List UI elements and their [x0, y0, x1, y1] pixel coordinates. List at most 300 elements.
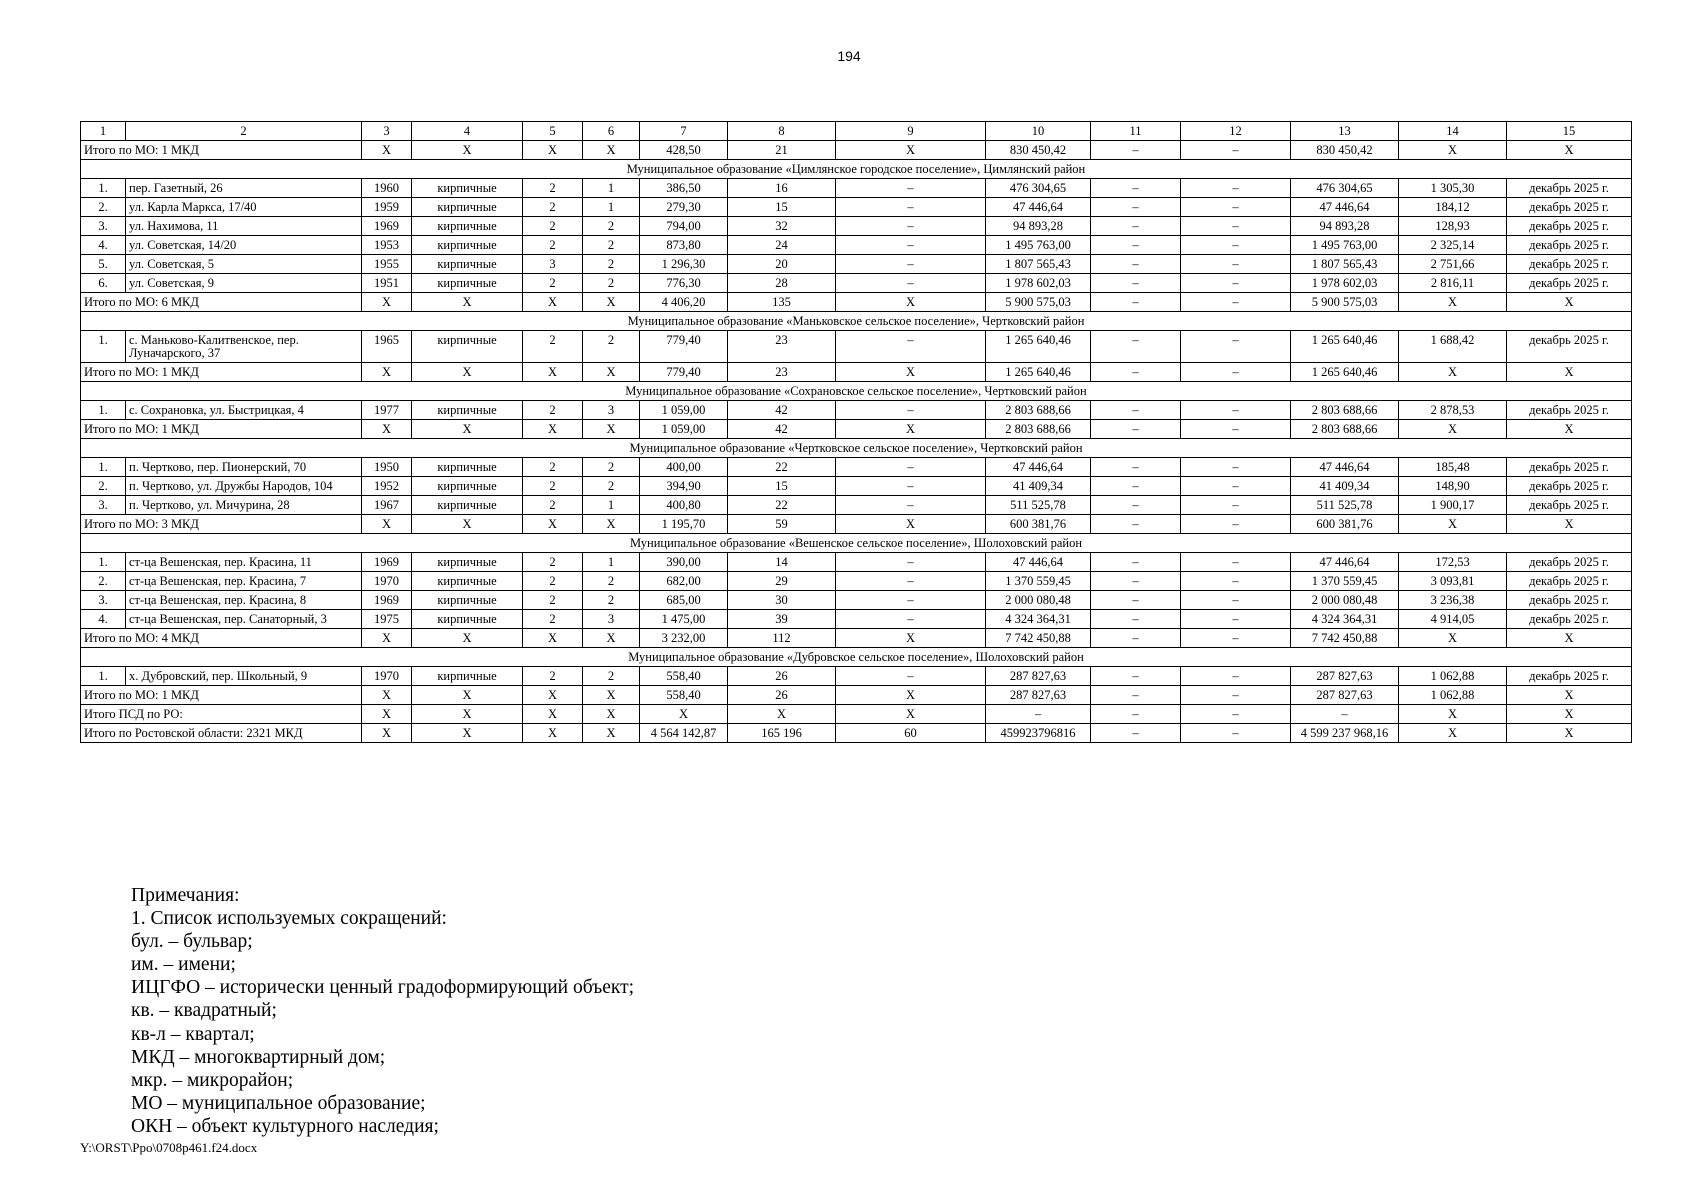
- table-cell: Итого по МО: 1 МКД: [81, 141, 362, 160]
- table-cell: Х: [1507, 724, 1632, 743]
- table-row: [81, 217, 1632, 236]
- table-cell: 1 495 763,00: [1291, 236, 1399, 255]
- table-cell: 23: [728, 331, 836, 363]
- table-cell: –: [836, 553, 986, 572]
- table-cell: 1969: [362, 591, 412, 610]
- table-cell: ст-ца Вешенская, пер. Санаторный, 3: [126, 610, 362, 629]
- table-cell: кирпичные: [412, 331, 523, 363]
- table-cell: 1 475,00: [640, 610, 728, 629]
- table-cell: –: [1181, 610, 1291, 629]
- table-row: [81, 591, 1632, 610]
- table-cell: 279,30: [640, 198, 728, 217]
- table-cell: 1 195,70: [640, 515, 728, 534]
- table-cell: 1 900,17: [1399, 496, 1507, 515]
- table-cell: 1: [583, 496, 640, 515]
- table-cell: –: [1181, 236, 1291, 255]
- table-cell: 4 324 364,31: [986, 610, 1091, 629]
- table-cell: Муниципальное образование «Вешенское сельское поселение», Шолоховский район: [81, 534, 1632, 553]
- table-cell: 2: [583, 236, 640, 255]
- table-cell: 14: [1399, 122, 1507, 141]
- table-cell: Муниципальное образование «Цимлянское городское поселение», Цимлянский район: [81, 160, 1632, 179]
- table-cell: кирпичные: [412, 401, 523, 420]
- table-cell: 1.: [81, 667, 126, 686]
- table-cell: 1 296,30: [640, 255, 728, 274]
- table-cell: с. Сохрановка, ул. Быстрицкая, 4: [126, 401, 362, 420]
- total-row: [81, 705, 1632, 724]
- table-cell: Х: [640, 705, 728, 724]
- table-cell: Х: [1507, 686, 1632, 705]
- total-row: [81, 629, 1632, 648]
- footer-file-path: Y:\ORST\Ppo\0708p461.f24.docx: [80, 1140, 258, 1155]
- table-cell: 1: [81, 122, 126, 141]
- table-cell: 2 803 688,66: [1291, 420, 1399, 439]
- table-cell: кирпичные: [412, 458, 523, 477]
- table-cell: 1.: [81, 458, 126, 477]
- table-cell: Х: [523, 705, 583, 724]
- table-cell: 47 446,64: [1291, 553, 1399, 572]
- table-cell: 13: [1291, 122, 1399, 141]
- table-cell: Итого по МО: 1 МКД: [81, 686, 362, 705]
- table-cell: –: [1181, 363, 1291, 382]
- table-cell: 2 803 688,66: [986, 401, 1091, 420]
- table-cell: 1 265 640,46: [986, 331, 1091, 363]
- table-cell: 29: [728, 572, 836, 591]
- table-cell: 2: [523, 401, 583, 420]
- table-cell: 2 751,66: [1399, 255, 1507, 274]
- table-cell: –: [1181, 458, 1291, 477]
- table-cell: 2 803 688,66: [986, 420, 1091, 439]
- table-cell: –: [1091, 667, 1181, 686]
- table-row: [81, 401, 1632, 420]
- table-cell: 15: [1507, 122, 1632, 141]
- notes-line: МО – муниципальное образование;: [131, 1092, 426, 1114]
- table-cell: Х: [836, 705, 986, 724]
- table-cell: декабрь 2025 г.: [1507, 610, 1632, 629]
- table-cell: Итого по МО: 3 МКД: [81, 515, 362, 534]
- table-cell: Х: [412, 629, 523, 648]
- table-cell: кирпичные: [412, 591, 523, 610]
- table-cell: Х: [836, 686, 986, 705]
- table-cell: декабрь 2025 г.: [1507, 198, 1632, 217]
- table-row: [81, 236, 1632, 255]
- table-cell: –: [1181, 572, 1291, 591]
- table-cell: 94 893,28: [1291, 217, 1399, 236]
- section-header-row: [81, 534, 1632, 553]
- table-cell: 830 450,42: [1291, 141, 1399, 160]
- table-cell: 5 900 575,03: [1291, 293, 1399, 312]
- table-cell: декабрь 2025 г.: [1507, 591, 1632, 610]
- table-cell: декабрь 2025 г.: [1507, 553, 1632, 572]
- table-cell: Муниципальное образование «Маньковское сельское поселение», Чертковский район: [81, 312, 1632, 331]
- table-cell: Итого ПСД по РО:: [81, 705, 362, 724]
- table-cell: 1950: [362, 458, 412, 477]
- table-cell: декабрь 2025 г.: [1507, 179, 1632, 198]
- table-cell: 1 370 559,45: [986, 572, 1091, 591]
- table-cell: –: [1091, 293, 1181, 312]
- table-cell: –: [1091, 629, 1181, 648]
- table-cell: декабрь 2025 г.: [1507, 274, 1632, 293]
- total-row: [81, 363, 1632, 382]
- notes-line: 1. Список используемых сокращений:: [131, 908, 447, 930]
- table-cell: 1 265 640,46: [986, 363, 1091, 382]
- table-cell: Х: [362, 363, 412, 382]
- table-cell: –: [1091, 198, 1181, 217]
- table-row: [81, 477, 1632, 496]
- table-cell: 1952: [362, 477, 412, 496]
- table-cell: 6.: [81, 274, 126, 293]
- total-row: [81, 141, 1632, 160]
- table-cell: Итого по МО: 1 МКД: [81, 363, 362, 382]
- table-cell: 2: [523, 179, 583, 198]
- notes: [131, 884, 634, 1138]
- table-cell: –: [1091, 553, 1181, 572]
- table-cell: Х: [362, 705, 412, 724]
- table-cell: 22: [728, 496, 836, 515]
- table-cell: –: [836, 591, 986, 610]
- table-cell: 3 236,38: [1399, 591, 1507, 610]
- notes-line: МКД – многоквартирный дом;: [131, 1046, 386, 1068]
- table-cell: Х: [523, 363, 583, 382]
- table-cell: 47 446,64: [1291, 198, 1399, 217]
- table-cell: 390,00: [640, 553, 728, 572]
- table-cell: 5 900 575,03: [986, 293, 1091, 312]
- table-cell: Х: [583, 724, 640, 743]
- table-cell: 15: [728, 477, 836, 496]
- table-cell: 2: [583, 477, 640, 496]
- table-cell: 2 000 080,48: [1291, 591, 1399, 610]
- table-cell: 32: [728, 217, 836, 236]
- notes-line: кв-л – квартал;: [131, 1023, 255, 1045]
- table-cell: Х: [362, 629, 412, 648]
- table-cell: кирпичные: [412, 255, 523, 274]
- table-cell: 3 232,00: [640, 629, 728, 648]
- table-cell: 26: [728, 686, 836, 705]
- table-cell: 1 807 565,43: [986, 255, 1091, 274]
- table-cell: 39: [728, 610, 836, 629]
- table-cell: –: [1291, 705, 1399, 724]
- table-cell: 28: [728, 274, 836, 293]
- table-cell: Х: [836, 141, 986, 160]
- table-cell: 2 803 688,66: [1291, 401, 1399, 420]
- table-cell: 41 409,34: [986, 477, 1091, 496]
- table-cell: 47 446,64: [1291, 458, 1399, 477]
- table-cell: ст-ца Вешенская, пер. Красина, 11: [126, 553, 362, 572]
- table-cell: 3: [362, 122, 412, 141]
- table-cell: Х: [583, 686, 640, 705]
- notes-title: Примечания:: [131, 885, 240, 906]
- table-cell: –: [1091, 179, 1181, 198]
- table-cell: 1967: [362, 496, 412, 515]
- table-cell: 1 978 602,03: [986, 274, 1091, 293]
- table-cell: 779,40: [640, 331, 728, 363]
- table-cell: 1 062,88: [1399, 686, 1507, 705]
- table-cell: –: [1181, 141, 1291, 160]
- table-cell: 165 196: [728, 724, 836, 743]
- table-cell: ул. Советская, 9: [126, 274, 362, 293]
- table-cell: –: [1181, 705, 1291, 724]
- table-cell: х. Дубровский, пер. Школьный, 9: [126, 667, 362, 686]
- table-header-row: [81, 122, 1632, 141]
- table-cell: –: [836, 198, 986, 217]
- section-header-row: [81, 312, 1632, 331]
- table-cell: Итого по МО: 6 МКД: [81, 293, 362, 312]
- notes-line: бул. – бульвар;: [131, 931, 253, 953]
- table-cell: 3.: [81, 496, 126, 515]
- table-cell: 830 450,42: [986, 141, 1091, 160]
- table-cell: 41 409,34: [1291, 477, 1399, 496]
- table-row: [81, 610, 1632, 629]
- table-cell: 42: [728, 401, 836, 420]
- table-cell: –: [1091, 363, 1181, 382]
- table-cell: Х: [1399, 141, 1507, 160]
- table-cell: 1970: [362, 572, 412, 591]
- table-cell: ул. Советская, 14/20: [126, 236, 362, 255]
- table-cell: 94 893,28: [986, 217, 1091, 236]
- table-cell: 22: [728, 458, 836, 477]
- table-cell: 511 525,78: [1291, 496, 1399, 515]
- table-cell: –: [1181, 629, 1291, 648]
- table-cell: –: [1181, 420, 1291, 439]
- table-cell: –: [1091, 724, 1181, 743]
- table-cell: с. Маньково-Калитвенское, пер. Луначарского, 37: [126, 331, 362, 363]
- table-cell: 511 525,78: [986, 496, 1091, 515]
- table-row: [81, 198, 1632, 217]
- table-cell: Х: [583, 705, 640, 724]
- table-cell: 2: [126, 122, 362, 141]
- table-cell: –: [1091, 331, 1181, 363]
- table-cell: –: [836, 610, 986, 629]
- table-cell: 42: [728, 420, 836, 439]
- section-header-row: [81, 439, 1632, 458]
- table-cell: 2: [523, 591, 583, 610]
- table-cell: Муниципальное образование «Чертковское сельское поселение», Чертковский район: [81, 439, 1632, 458]
- table-cell: Х: [1507, 629, 1632, 648]
- table-cell: Х: [362, 293, 412, 312]
- table-cell: 600 381,76: [1291, 515, 1399, 534]
- table-cell: 394,90: [640, 477, 728, 496]
- table-cell: 386,50: [640, 179, 728, 198]
- table-cell: Х: [523, 515, 583, 534]
- table-cell: –: [836, 331, 986, 363]
- table-cell: Х: [583, 629, 640, 648]
- table-cell: 2: [523, 274, 583, 293]
- table-cell: Х: [523, 629, 583, 648]
- table-cell: 1969: [362, 553, 412, 572]
- table-cell: 1.: [81, 331, 126, 363]
- table-cell: Х: [836, 293, 986, 312]
- table-cell: –: [1091, 610, 1181, 629]
- table-cell: 600 381,76: [986, 515, 1091, 534]
- table-row: [81, 553, 1632, 572]
- table-cell: 1951: [362, 274, 412, 293]
- table-cell: 1 370 559,45: [1291, 572, 1399, 591]
- table-cell: декабрь 2025 г.: [1507, 572, 1632, 591]
- total-row: [81, 293, 1632, 312]
- table-cell: 3: [523, 255, 583, 274]
- table-cell: 184,12: [1399, 198, 1507, 217]
- table-cell: –: [1181, 293, 1291, 312]
- table-cell: –: [1181, 667, 1291, 686]
- total-row: [81, 515, 1632, 534]
- table-cell: 112: [728, 629, 836, 648]
- section-header-row: [81, 648, 1632, 667]
- table-cell: –: [1091, 217, 1181, 236]
- table-cell: –: [836, 217, 986, 236]
- total-row: [81, 724, 1632, 743]
- table-cell: ул. Советская, 5: [126, 255, 362, 274]
- table-cell: кирпичные: [412, 572, 523, 591]
- table-cell: Х: [362, 515, 412, 534]
- table-cell: 3 093,81: [1399, 572, 1507, 591]
- table-cell: –: [1181, 686, 1291, 705]
- table-cell: декабрь 2025 г.: [1507, 255, 1632, 274]
- table-cell: Муниципальное образование «Дубровское сельское поселение», Шолоховский район: [81, 648, 1632, 667]
- table-cell: 7 742 450,88: [986, 629, 1091, 648]
- table-cell: –: [836, 179, 986, 198]
- table-cell: 682,00: [640, 572, 728, 591]
- table-row: [81, 458, 1632, 477]
- table-row: [81, 667, 1632, 686]
- table-cell: 2.: [81, 477, 126, 496]
- table-cell: 1970: [362, 667, 412, 686]
- table-cell: 4.: [81, 610, 126, 629]
- table-cell: –: [836, 401, 986, 420]
- table-cell: Х: [583, 293, 640, 312]
- table-cell: 558,40: [640, 667, 728, 686]
- table-cell: 24: [728, 236, 836, 255]
- table-cell: –: [1091, 236, 1181, 255]
- table-cell: 5.: [81, 255, 126, 274]
- table-cell: ул. Нахимова, 11: [126, 217, 362, 236]
- table-cell: 776,30: [640, 274, 728, 293]
- table-cell: 2.: [81, 198, 126, 217]
- table-cell: 287 827,63: [1291, 667, 1399, 686]
- table-cell: 5: [523, 122, 583, 141]
- table-cell: –: [1091, 572, 1181, 591]
- table-cell: кирпичные: [412, 667, 523, 686]
- table-cell: Х: [836, 515, 986, 534]
- table-cell: 1.: [81, 401, 126, 420]
- table-cell: 779,40: [640, 363, 728, 382]
- table-cell: Итого по МО: 1 МКД: [81, 420, 362, 439]
- table-cell: –: [836, 236, 986, 255]
- table-cell: 1 265 640,46: [1291, 363, 1399, 382]
- table-cell: Х: [362, 141, 412, 160]
- table-cell: кирпичные: [412, 198, 523, 217]
- table-cell: 11: [1091, 122, 1181, 141]
- table-cell: Х: [412, 363, 523, 382]
- table-cell: –: [836, 572, 986, 591]
- table-cell: Х: [412, 724, 523, 743]
- total-row: [81, 686, 1632, 705]
- table-cell: п. Чертково, ул. Дружбы Народов, 104: [126, 477, 362, 496]
- table-cell: 4 406,20: [640, 293, 728, 312]
- table-cell: кирпичные: [412, 179, 523, 198]
- table-cell: 2: [523, 217, 583, 236]
- table-cell: 3: [583, 401, 640, 420]
- table-cell: –: [986, 705, 1091, 724]
- table-cell: –: [1181, 553, 1291, 572]
- table-cell: 1 059,00: [640, 401, 728, 420]
- table-cell: Х: [1399, 420, 1507, 439]
- table-row: [81, 572, 1632, 591]
- table-cell: 2: [583, 572, 640, 591]
- table-cell: 476 304,65: [1291, 179, 1399, 198]
- table-cell: 26: [728, 667, 836, 686]
- table-cell: кирпичные: [412, 477, 523, 496]
- table-cell: 4 324 364,31: [1291, 610, 1399, 629]
- table-cell: Х: [836, 629, 986, 648]
- table-cell: п. Чертково, пер. Пионерский, 70: [126, 458, 362, 477]
- table-cell: 2: [583, 667, 640, 686]
- table-cell: –: [1181, 724, 1291, 743]
- table-cell: 2: [523, 198, 583, 217]
- table-cell: 1975: [362, 610, 412, 629]
- notes-line: ИЦГФО – исторически ценный градоформирующий объект;: [131, 977, 635, 999]
- table-cell: декабрь 2025 г.: [1507, 236, 1632, 255]
- table-cell: 12: [1181, 122, 1291, 141]
- table-cell: 794,00: [640, 217, 728, 236]
- table-cell: 287 827,63: [1291, 686, 1399, 705]
- table-cell: декабрь 2025 г.: [1507, 667, 1632, 686]
- table-cell: Х: [523, 686, 583, 705]
- table-cell: –: [1091, 255, 1181, 274]
- table-cell: 2.: [81, 572, 126, 591]
- section-header-row: [81, 382, 1632, 401]
- table-cell: –: [836, 274, 986, 293]
- table-cell: 2: [523, 458, 583, 477]
- table-row: [81, 274, 1632, 293]
- table-cell: 21: [728, 141, 836, 160]
- table-cell: декабрь 2025 г.: [1507, 458, 1632, 477]
- notes-line: им. – имени;: [131, 954, 236, 976]
- table-cell: 6: [583, 122, 640, 141]
- table-cell: 128,93: [1399, 217, 1507, 236]
- table-cell: ст-ца Вешенская, пер. Красина, 7: [126, 572, 362, 591]
- notes-line: кв. – квадратный;: [131, 1000, 277, 1022]
- table-cell: п. Чертково, ул. Мичурина, 28: [126, 496, 362, 515]
- table-cell: Х: [1399, 515, 1507, 534]
- table-cell: 1 495 763,00: [986, 236, 1091, 255]
- table-cell: кирпичные: [412, 553, 523, 572]
- table-cell: 1 978 602,03: [1291, 274, 1399, 293]
- table-cell: 2: [583, 331, 640, 363]
- table-cell: 4: [412, 122, 523, 141]
- table-cell: 2: [523, 553, 583, 572]
- table-cell: 873,80: [640, 236, 728, 255]
- table-cell: 185,48: [1399, 458, 1507, 477]
- table-cell: –: [1091, 458, 1181, 477]
- table-cell: 30: [728, 591, 836, 610]
- table-cell: Х: [1399, 705, 1507, 724]
- table-cell: 476 304,65: [986, 179, 1091, 198]
- table-cell: 7 742 450,88: [1291, 629, 1399, 648]
- table-cell: кирпичные: [412, 236, 523, 255]
- table-cell: 4 564 142,87: [640, 724, 728, 743]
- table-cell: –: [1091, 686, 1181, 705]
- table-cell: 1965: [362, 331, 412, 363]
- table-cell: 2 325,14: [1399, 236, 1507, 255]
- notes-line: ОКН – объект культурного наследия;: [131, 1115, 439, 1137]
- table-cell: –: [1091, 420, 1181, 439]
- page-number: 194: [837, 48, 861, 64]
- table-cell: –: [1181, 179, 1291, 198]
- table-cell: 135: [728, 293, 836, 312]
- table-cell: ул. Карла Маркса, 17/40: [126, 198, 362, 217]
- notes-line: мкр. – микрорайон;: [131, 1069, 294, 1091]
- table-cell: –: [1181, 515, 1291, 534]
- table-cell: 2: [523, 572, 583, 591]
